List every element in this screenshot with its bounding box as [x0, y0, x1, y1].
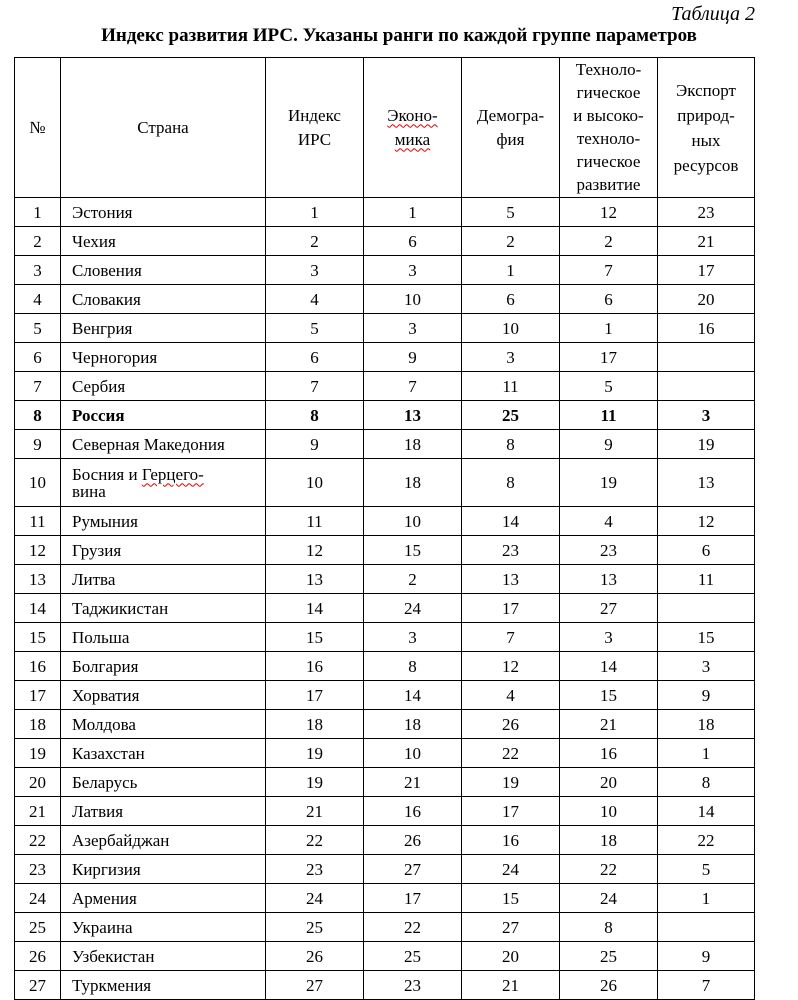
cell-index: 21	[266, 797, 364, 826]
cell-index: 16	[266, 652, 364, 681]
header-num: №	[15, 58, 61, 198]
cell-economy: 17	[364, 884, 462, 913]
cell-index: 11	[266, 507, 364, 536]
cell-tech: 27	[560, 594, 658, 623]
table-row	[15, 855, 755, 884]
cell-tech: 26	[560, 971, 658, 1000]
cell-country: Босния и Герцего- вина	[61, 459, 266, 507]
table-row	[15, 459, 755, 507]
cell-tech: 22	[560, 855, 658, 884]
cell-economy: 2	[364, 565, 462, 594]
cell-demography: 1	[462, 256, 560, 285]
cell-export: 5	[658, 855, 755, 884]
cell-demography: 21	[462, 971, 560, 1000]
table-row	[15, 507, 755, 536]
cell-index: 27	[266, 971, 364, 1000]
cell-export: 21	[658, 227, 755, 256]
table-row	[15, 710, 755, 739]
cell-num: 1	[15, 198, 61, 227]
table-row	[15, 314, 755, 343]
cell-num: 9	[15, 430, 61, 459]
table-row	[15, 797, 755, 826]
cell-country: Северная Македония	[61, 430, 266, 459]
cell-country: Румыния	[61, 507, 266, 536]
cell-economy: 6	[364, 227, 462, 256]
table-row	[15, 285, 755, 314]
cell-economy: 3	[364, 314, 462, 343]
cell-export: 1	[658, 739, 755, 768]
cell-export: 20	[658, 285, 755, 314]
cell-tech: 7	[560, 256, 658, 285]
cell-export: 11	[658, 565, 755, 594]
cell-export: 7	[658, 971, 755, 1000]
table-row	[15, 739, 755, 768]
cell-num: 19	[15, 739, 61, 768]
cell-demography: 10	[462, 314, 560, 343]
cell-demography: 17	[462, 594, 560, 623]
cell-demography: 17	[462, 797, 560, 826]
cell-economy: 18	[364, 710, 462, 739]
cell-country: Таджикистан	[61, 594, 266, 623]
cell-demography: 8	[462, 430, 560, 459]
cell-demography: 23	[462, 536, 560, 565]
cell-index: 8	[266, 401, 364, 430]
cell-num: 6	[15, 343, 61, 372]
cell-export: 16	[658, 314, 755, 343]
cell-demography: 3	[462, 343, 560, 372]
cell-country: Венгрия	[61, 314, 266, 343]
cell-economy: 7	[364, 372, 462, 401]
cell-country: Грузия	[61, 536, 266, 565]
cell-num: 8	[15, 401, 61, 430]
cell-index: 9	[266, 430, 364, 459]
cell-index: 1	[266, 198, 364, 227]
cell-economy: 16	[364, 797, 462, 826]
table-row	[15, 623, 755, 652]
cell-economy: 22	[364, 913, 462, 942]
cell-export	[658, 594, 755, 623]
cell-demography: 11	[462, 372, 560, 401]
cell-num: 16	[15, 652, 61, 681]
cell-export: 12	[658, 507, 755, 536]
table-row	[15, 971, 755, 1000]
cell-country: Киргизия	[61, 855, 266, 884]
table-row	[15, 227, 755, 256]
cell-index: 4	[266, 285, 364, 314]
cell-index: 23	[266, 855, 364, 884]
cell-index: 22	[266, 826, 364, 855]
cell-tech: 23	[560, 536, 658, 565]
cell-tech: 21	[560, 710, 658, 739]
cell-num: 5	[15, 314, 61, 343]
cell-index: 5	[266, 314, 364, 343]
header-economy: Эконо- мика	[364, 58, 462, 198]
cell-demography: 20	[462, 942, 560, 971]
cell-demography: 15	[462, 884, 560, 913]
cell-tech: 6	[560, 285, 658, 314]
cell-index: 2	[266, 227, 364, 256]
cell-num: 27	[15, 971, 61, 1000]
cell-num: 4	[15, 285, 61, 314]
table-row	[15, 430, 755, 459]
cell-tech: 1	[560, 314, 658, 343]
cell-export	[658, 913, 755, 942]
table-row	[15, 401, 755, 430]
cell-export: 19	[658, 430, 755, 459]
cell-tech: 15	[560, 681, 658, 710]
table-row	[15, 942, 755, 971]
cell-demography: 16	[462, 826, 560, 855]
table-row	[15, 768, 755, 797]
cell-index: 14	[266, 594, 364, 623]
table-title: Индекс развития ИРС. Указаны ранги по каждой группе параметров	[101, 25, 697, 46]
cell-demography: 26	[462, 710, 560, 739]
cell-economy: 14	[364, 681, 462, 710]
cell-index: 7	[266, 372, 364, 401]
cell-demography: 24	[462, 855, 560, 884]
cell-index: 24	[266, 884, 364, 913]
cell-tech: 16	[560, 739, 658, 768]
header-index: Индекс ИРС	[266, 58, 364, 198]
cell-economy: 27	[364, 855, 462, 884]
cell-export: 13	[658, 459, 755, 507]
cell-economy: 21	[364, 768, 462, 797]
cell-country: Эстония	[61, 198, 266, 227]
cell-country: Азербайджан	[61, 826, 266, 855]
cell-country: Армения	[61, 884, 266, 913]
table-row	[15, 565, 755, 594]
cell-num: 22	[15, 826, 61, 855]
cell-tech: 4	[560, 507, 658, 536]
cell-export: 14	[658, 797, 755, 826]
cell-index: 25	[266, 913, 364, 942]
cell-economy: 8	[364, 652, 462, 681]
cell-index: 3	[266, 256, 364, 285]
cell-num: 10	[15, 459, 61, 507]
header-demography: Демогра- фия	[462, 58, 560, 198]
header-country: Страна	[61, 58, 266, 198]
cell-export: 6	[658, 536, 755, 565]
cell-economy: 3	[364, 256, 462, 285]
cell-export: 9	[658, 681, 755, 710]
cell-tech: 14	[560, 652, 658, 681]
cell-index: 13	[266, 565, 364, 594]
cell-country: Болгария	[61, 652, 266, 681]
cell-demography: 6	[462, 285, 560, 314]
cell-country: Россия	[61, 401, 266, 430]
cell-index: 12	[266, 536, 364, 565]
cell-demography: 22	[462, 739, 560, 768]
cell-index: 26	[266, 942, 364, 971]
cell-demography: 27	[462, 913, 560, 942]
table-row	[15, 198, 755, 227]
cell-country: Польша	[61, 623, 266, 652]
cell-tech: 2	[560, 227, 658, 256]
table-row	[15, 536, 755, 565]
cell-index: 15	[266, 623, 364, 652]
cell-index: 19	[266, 739, 364, 768]
cell-num: 7	[15, 372, 61, 401]
cell-num: 3	[15, 256, 61, 285]
cell-tech: 13	[560, 565, 658, 594]
cell-tech: 18	[560, 826, 658, 855]
cell-export: 3	[658, 401, 755, 430]
cell-country: Чехия	[61, 227, 266, 256]
cell-tech: 5	[560, 372, 658, 401]
cell-num: 14	[15, 594, 61, 623]
cell-export: 9	[658, 942, 755, 971]
cell-export	[658, 372, 755, 401]
cell-economy: 13	[364, 401, 462, 430]
cell-economy: 25	[364, 942, 462, 971]
cell-index: 19	[266, 768, 364, 797]
cell-demography: 13	[462, 565, 560, 594]
cell-economy: 10	[364, 739, 462, 768]
cell-num: 11	[15, 507, 61, 536]
table-row	[15, 594, 755, 623]
cell-economy: 1	[364, 198, 462, 227]
table-row	[15, 913, 755, 942]
cell-economy: 10	[364, 285, 462, 314]
cell-country: Узбекистан	[61, 942, 266, 971]
cell-demography: 14	[462, 507, 560, 536]
cell-country: Молдова	[61, 710, 266, 739]
cell-num: 26	[15, 942, 61, 971]
cell-economy: 9	[364, 343, 462, 372]
cell-tech: 12	[560, 198, 658, 227]
cell-num: 13	[15, 565, 61, 594]
cell-tech: 3	[560, 623, 658, 652]
cell-export: 17	[658, 256, 755, 285]
cell-export: 1	[658, 884, 755, 913]
cell-num: 12	[15, 536, 61, 565]
table-row	[15, 256, 755, 285]
cell-num: 25	[15, 913, 61, 942]
cell-country: Казахстан	[61, 739, 266, 768]
cell-export: 22	[658, 826, 755, 855]
cell-index: 10	[266, 459, 364, 507]
cell-tech: 17	[560, 343, 658, 372]
cell-economy: 24	[364, 594, 462, 623]
table-caption: Таблица 2	[671, 3, 755, 25]
cell-economy: 18	[364, 459, 462, 507]
cell-country: Беларусь	[61, 768, 266, 797]
cell-tech: 19	[560, 459, 658, 507]
header-tech: Техноло- гическое и высоко- техноло- гическое развитие	[560, 58, 658, 198]
cell-economy: 26	[364, 826, 462, 855]
header-export: Экспорт природ- ных ресурсов	[658, 58, 755, 198]
ranking-table	[14, 57, 755, 1000]
cell-country: Туркмения	[61, 971, 266, 1000]
cell-tech: 10	[560, 797, 658, 826]
cell-tech: 24	[560, 884, 658, 913]
cell-country: Черногория	[61, 343, 266, 372]
table-row	[15, 884, 755, 913]
cell-country: Сербия	[61, 372, 266, 401]
cell-index: 6	[266, 343, 364, 372]
cell-economy: 3	[364, 623, 462, 652]
cell-economy: 18	[364, 430, 462, 459]
cell-num: 17	[15, 681, 61, 710]
table-row	[15, 343, 755, 372]
cell-demography: 8	[462, 459, 560, 507]
cell-num: 2	[15, 227, 61, 256]
cell-economy: 23	[364, 971, 462, 1000]
header-row	[15, 58, 755, 198]
cell-num: 24	[15, 884, 61, 913]
cell-num: 20	[15, 768, 61, 797]
table-row	[15, 652, 755, 681]
cell-tech: 9	[560, 430, 658, 459]
cell-demography: 2	[462, 227, 560, 256]
table-row	[15, 826, 755, 855]
cell-export: 23	[658, 198, 755, 227]
cell-num: 23	[15, 855, 61, 884]
cell-demography: 5	[462, 198, 560, 227]
cell-num: 21	[15, 797, 61, 826]
cell-export: 3	[658, 652, 755, 681]
cell-demography: 12	[462, 652, 560, 681]
cell-num: 18	[15, 710, 61, 739]
cell-export: 18	[658, 710, 755, 739]
cell-tech: 11	[560, 401, 658, 430]
cell-demography: 25	[462, 401, 560, 430]
cell-export	[658, 343, 755, 372]
cell-tech: 25	[560, 942, 658, 971]
cell-export: 8	[658, 768, 755, 797]
table-row	[15, 681, 755, 710]
cell-country: Хорватия	[61, 681, 266, 710]
cell-index: 17	[266, 681, 364, 710]
table-row	[15, 372, 755, 401]
cell-country: Словакия	[61, 285, 266, 314]
cell-tech: 20	[560, 768, 658, 797]
cell-tech: 8	[560, 913, 658, 942]
cell-economy: 15	[364, 536, 462, 565]
cell-country: Украина	[61, 913, 266, 942]
cell-index: 18	[266, 710, 364, 739]
cell-num: 15	[15, 623, 61, 652]
cell-economy: 10	[364, 507, 462, 536]
cell-demography: 4	[462, 681, 560, 710]
cell-demography: 7	[462, 623, 560, 652]
cell-export: 15	[658, 623, 755, 652]
cell-demography: 19	[462, 768, 560, 797]
cell-country: Словения	[61, 256, 266, 285]
cell-country: Литва	[61, 565, 266, 594]
cell-country: Латвия	[61, 797, 266, 826]
